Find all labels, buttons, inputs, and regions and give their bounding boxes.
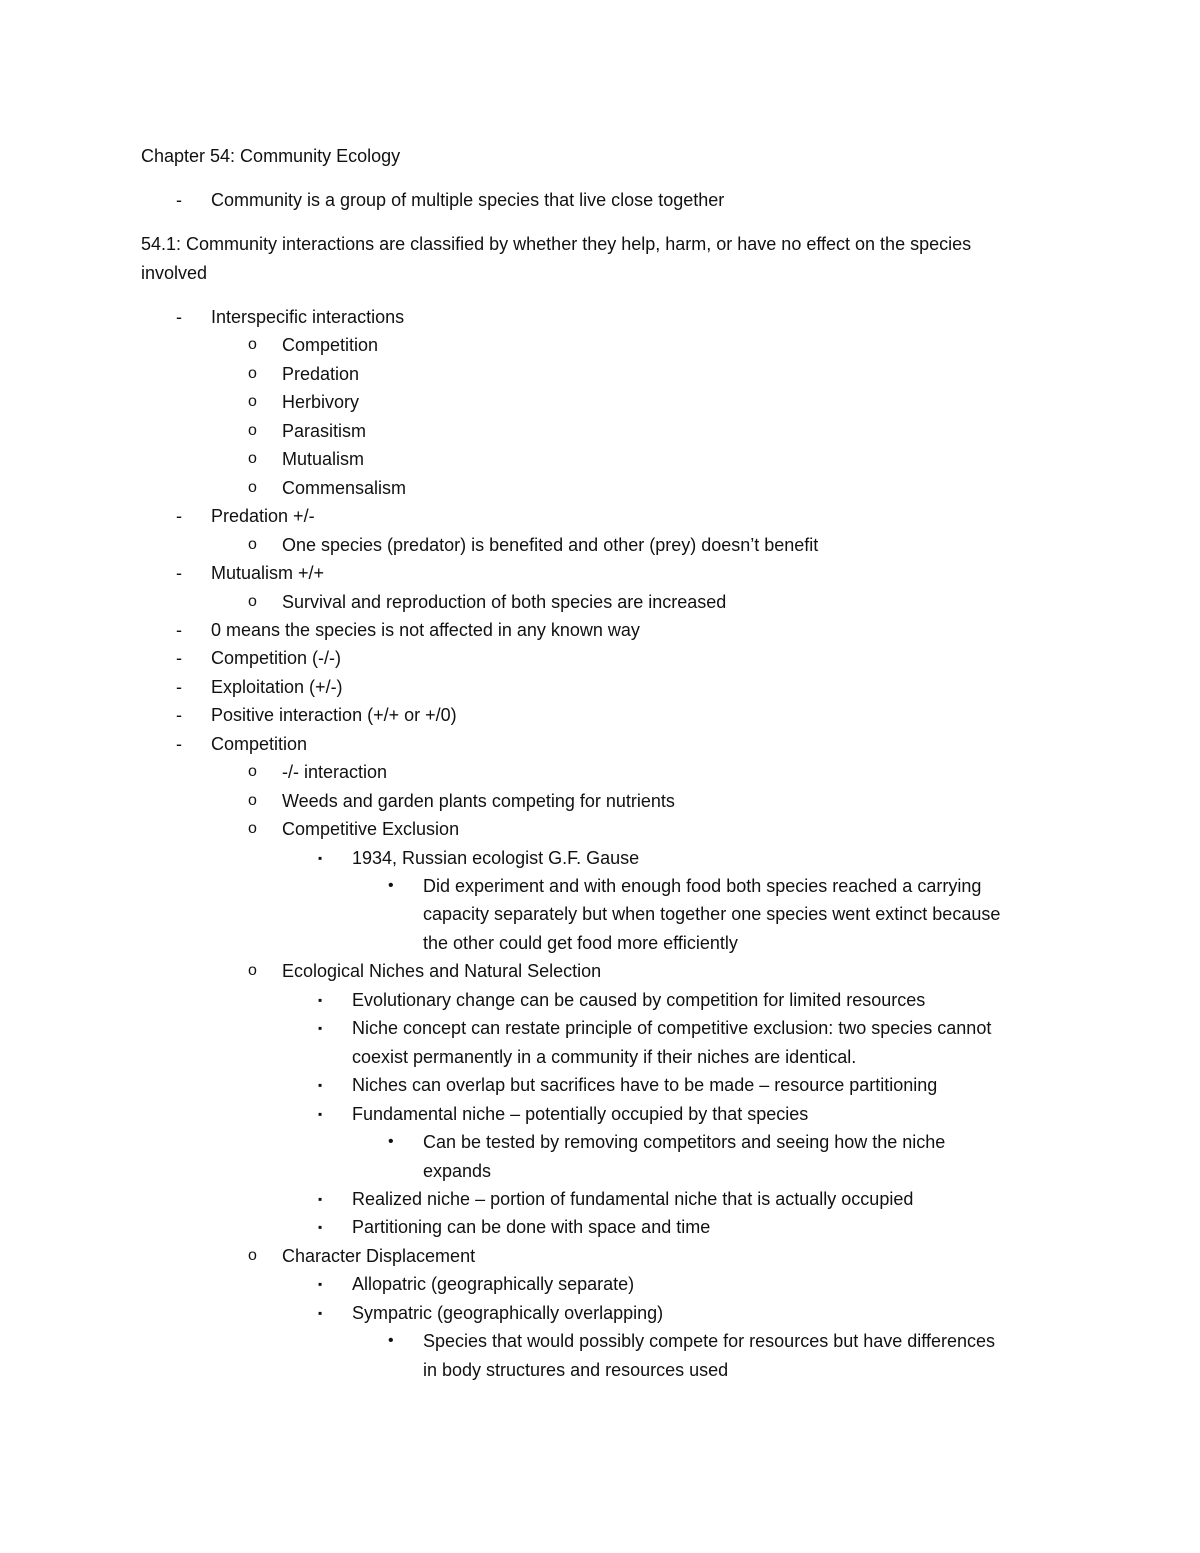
outline-item-level-2: Survival and reproduction of both species are increased (282, 592, 727, 612)
outline-item-level-3: Fundamental niche – potentially occupied by that species (352, 1104, 809, 1124)
square-bullet-icon: ▪ (318, 1078, 323, 1092)
outline-item-level-3: Sympatric (geographically overlapping) (352, 1303, 664, 1323)
outline-item-level-3: coexist permanently in a community if their niches are identical. (352, 1047, 857, 1067)
outline-item-level-1: 0 means the species is not affected in any known way (211, 620, 640, 640)
outline-item-level-2: Commensalism (282, 478, 407, 498)
circle-bullet: o (248, 593, 257, 610)
outline-item-level-3: 1934, Russian ecologist G.F. Gause (352, 848, 640, 868)
square-bullet-icon: ▪ (318, 1107, 323, 1121)
dash-bullet: - (176, 705, 182, 725)
dash-bullet: - (176, 677, 182, 697)
outline-item-level-1: Mutualism +/+ (211, 563, 325, 583)
document-title: Chapter 54: Community Ecology (141, 146, 401, 166)
dash-bullet: - (176, 190, 182, 210)
outline-item-level-2: Parasitism (282, 421, 367, 441)
outline-item-level-1: Positive interaction (+/+ or +/0) (211, 705, 457, 725)
outline-item-level-3: Evolutionary change can be caused by competition for limited resources (352, 990, 926, 1010)
dash-bullet: - (176, 648, 182, 668)
outline-item-level-1: Competition (211, 734, 308, 754)
outline-item-level-4: the other could get food more efficiently (423, 933, 738, 953)
square-bullet-icon: ▪ (318, 1306, 323, 1320)
dot-bullet-icon: • (388, 1133, 394, 1150)
outline-item-level-2: Competitive Exclusion (282, 819, 460, 839)
dash-bullet: - (176, 734, 182, 754)
outline-item-level-3: Partitioning can be done with space and time (352, 1217, 711, 1237)
outline-item-level-1: Predation +/- (211, 506, 315, 526)
dot-bullet-icon: • (388, 877, 394, 894)
square-bullet-icon: ▪ (318, 1192, 323, 1206)
outline-item-level-3: Realized niche – portion of fundamental niche that is actually occupied (352, 1189, 914, 1209)
outline-item-level-3: Niche concept can restate principle of competitive exclusion: two species cannot (352, 1018, 992, 1038)
outline-item-level-4: in body structures and resources used (423, 1360, 729, 1380)
outline-item-level-3: Allopatric (geographically separate) (352, 1274, 635, 1294)
circle-bullet: o (248, 820, 257, 837)
outline-item-level-4: capacity separately but when together one species went extinct because (423, 904, 1001, 924)
outline-item-level-4: expands (423, 1161, 492, 1181)
circle-bullet: o (248, 763, 257, 780)
section-heading-line-2: involved (141, 263, 208, 283)
circle-bullet: o (248, 962, 257, 979)
outline-item-level-4: Can be tested by removing competitors and seeing how the niche (423, 1132, 946, 1152)
dash-bullet: - (176, 563, 182, 583)
circle-bullet: o (248, 393, 257, 410)
circle-bullet: o (248, 365, 257, 382)
outline-item-level-2: Weeds and garden plants competing for nutrients (282, 791, 675, 811)
outline-item-level-1: Exploitation (+/-) (211, 677, 343, 697)
circle-bullet: o (248, 450, 257, 467)
intro-bullet-text: Community is a group of multiple species that live close together (211, 190, 725, 210)
outline-item-level-2: Competition (282, 335, 379, 355)
outline-item-level-2: Character Displacement (282, 1246, 476, 1266)
circle-bullet: o (248, 1247, 257, 1264)
outline-item-level-2: One species (predator) is benefited and other (prey) doesn’t benefit (282, 535, 819, 555)
square-bullet-icon: ▪ (318, 1021, 323, 1035)
outline-item-level-2: Herbivory (282, 392, 360, 412)
circle-bullet: o (248, 422, 257, 439)
circle-bullet: o (248, 536, 257, 553)
outline-item-level-3: Niches can overlap but sacrifices have to be made – resource partitioning (352, 1075, 938, 1095)
square-bullet-icon: ▪ (318, 1220, 323, 1234)
circle-bullet: o (248, 792, 257, 809)
dash-bullet: - (176, 506, 182, 526)
outline-item-level-4: Did experiment and with enough food both species reached a carrying (423, 876, 982, 896)
outline-item-level-1: Interspecific interactions (211, 307, 405, 327)
square-bullet-icon: ▪ (318, 851, 323, 865)
outline-item-level-4: Species that would possibly compete for resources but have differences (423, 1331, 995, 1351)
circle-bullet: o (248, 479, 257, 496)
dash-bullet: - (176, 307, 182, 327)
outline-item-level-2: Mutualism (282, 449, 365, 469)
section-heading-line-1: 54.1: Community interactions are classified by whether they help, harm, or have no effect on the species (141, 234, 972, 254)
outline-item-level-2: -/- interaction (282, 762, 388, 782)
square-bullet-icon: ▪ (318, 993, 323, 1007)
outline-item-level-2: Ecological Niches and Natural Selection (282, 961, 602, 981)
dash-bullet: - (176, 620, 182, 640)
dot-bullet-icon: • (388, 1332, 394, 1349)
square-bullet-icon: ▪ (318, 1277, 323, 1291)
outline-item-level-2: Predation (282, 364, 360, 384)
circle-bullet: o (248, 336, 257, 353)
outline-item-level-1: Competition (-/-) (211, 648, 342, 668)
